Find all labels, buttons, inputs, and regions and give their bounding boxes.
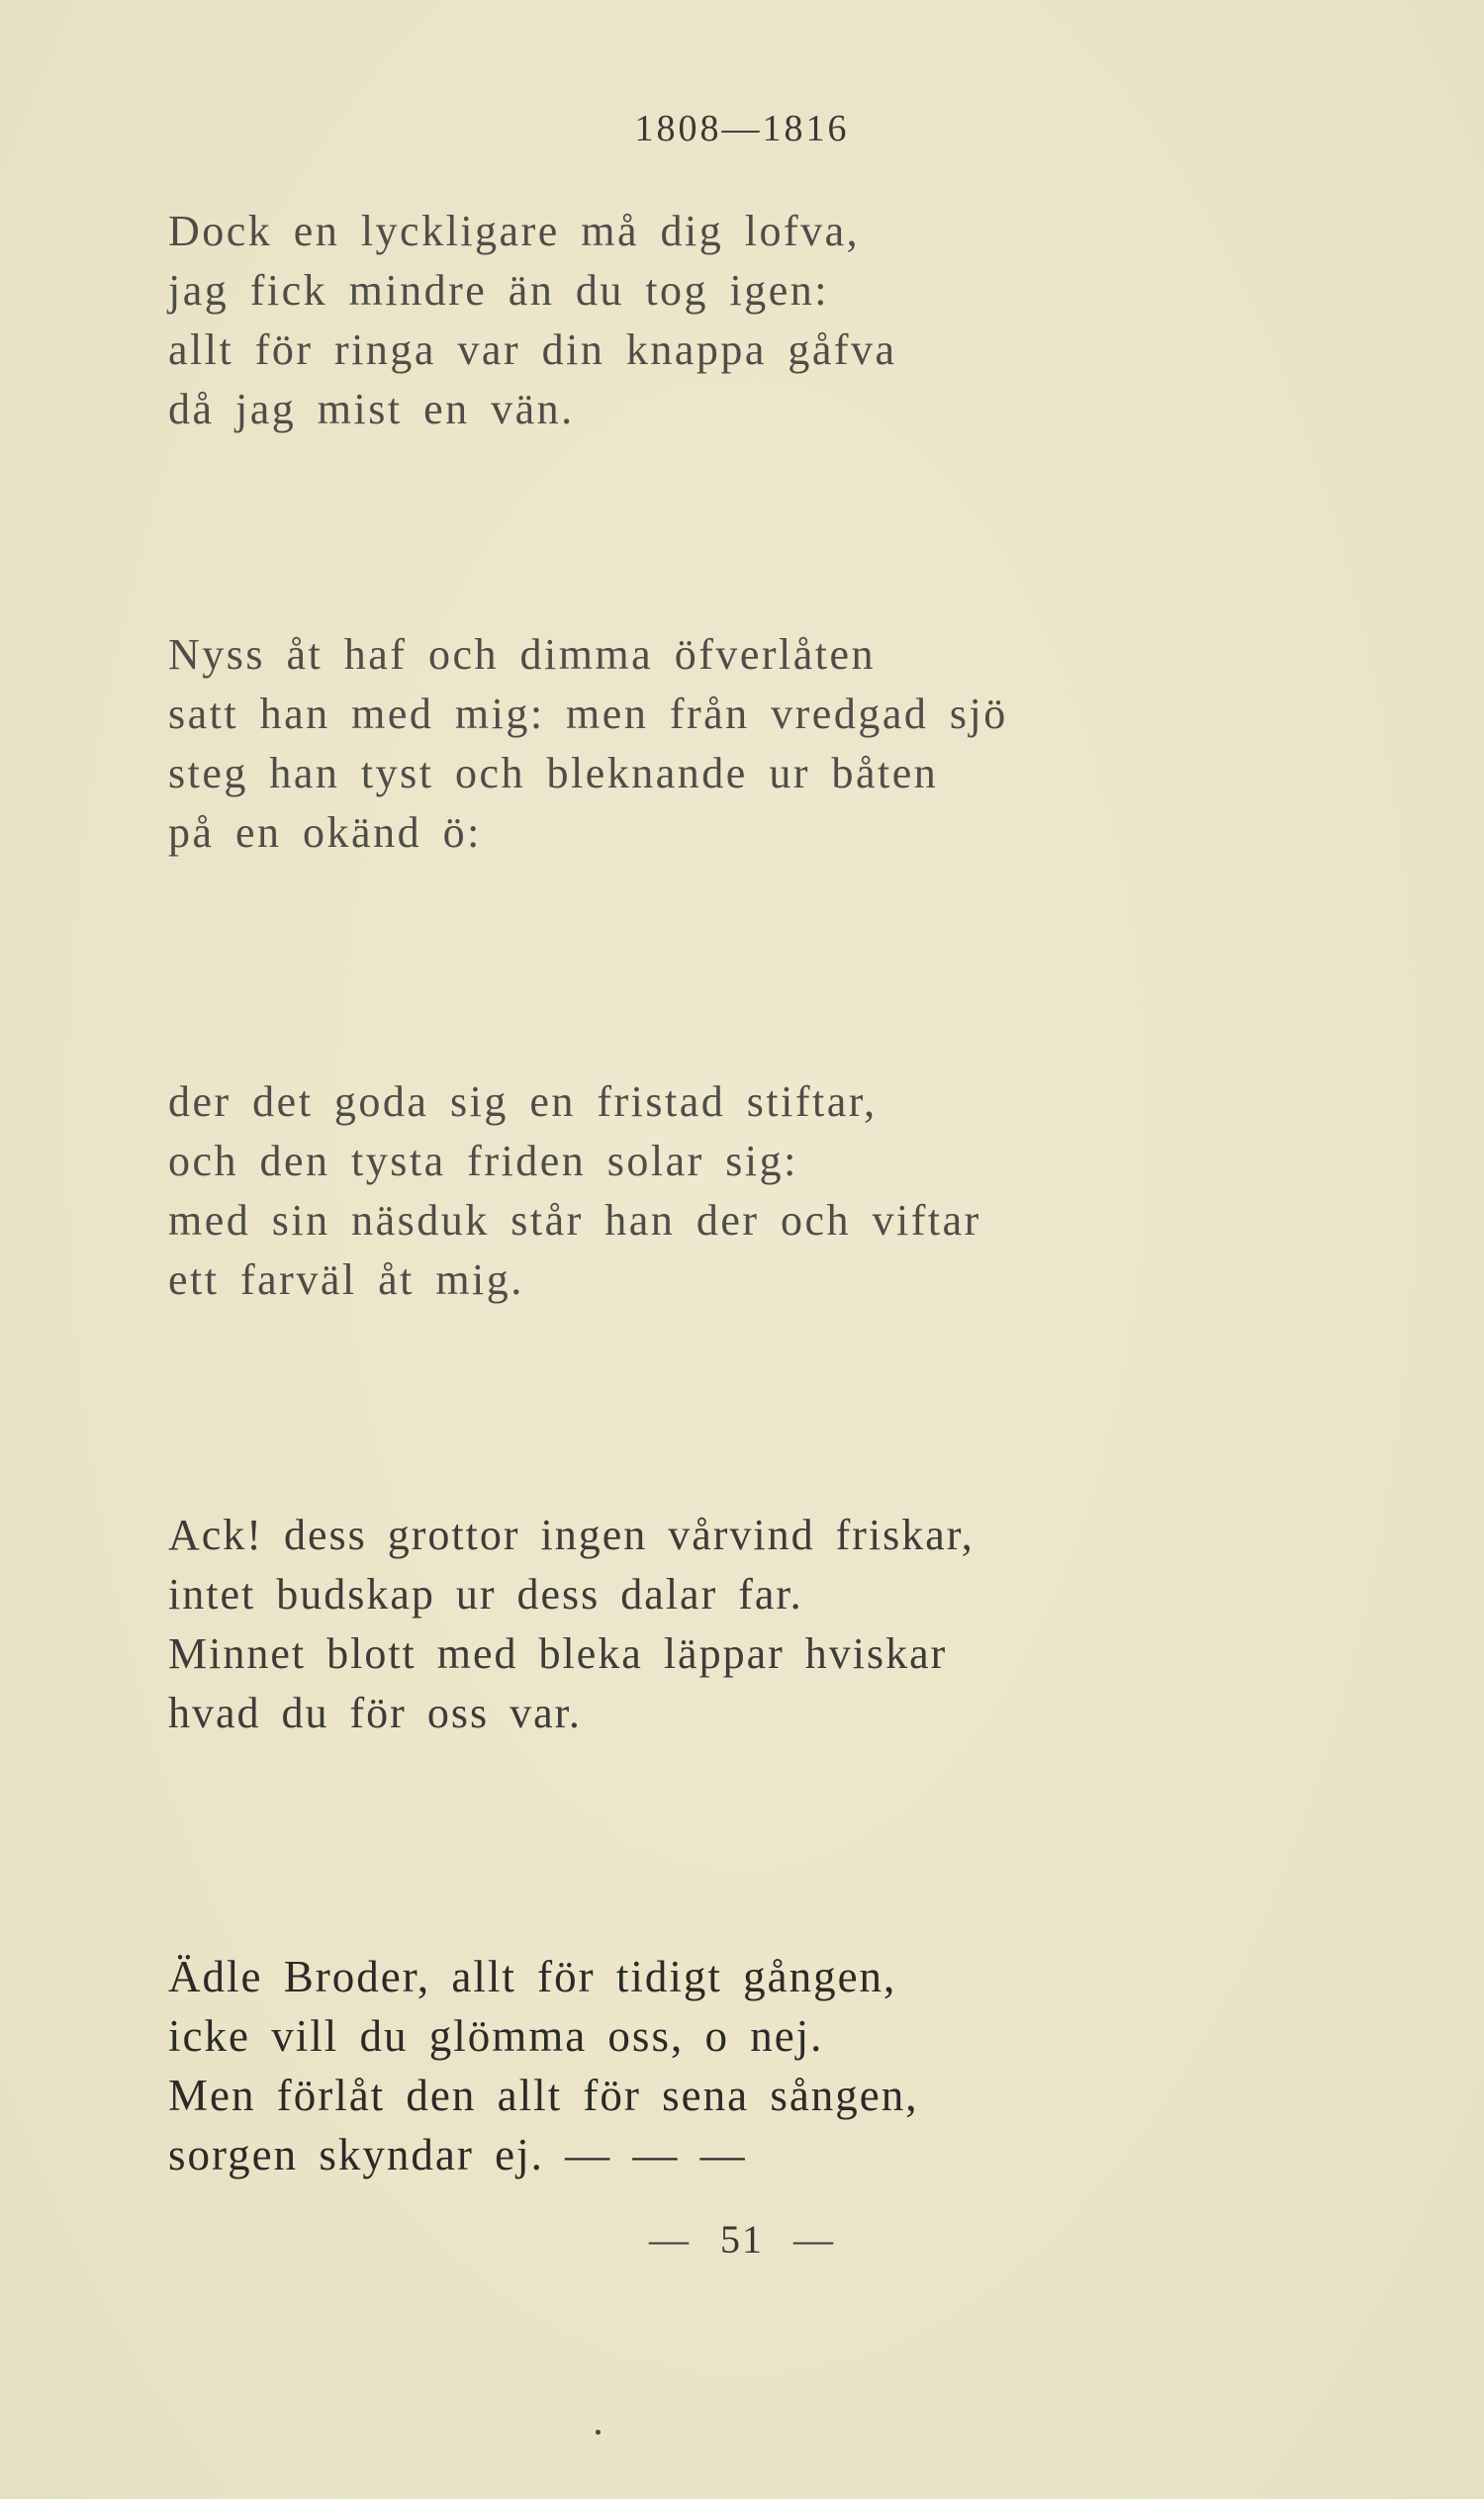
verse-line: hvad du för oss var. [168, 1689, 582, 1737]
running-head: 1808—1816 [634, 108, 850, 149]
verse-line: ett farväl åt mig. [168, 1255, 524, 1304]
verse-line: Ädle Broder, allt för tidigt gången, [168, 1952, 897, 2001]
verse-line: jag fick mindre än du tog igen: [168, 266, 830, 315]
verse-line: icke vill du glömma oss, o nej. [168, 2011, 824, 2061]
stanza-2 [168, 625, 1008, 863]
verse-line: steg han tyst och bleknande ur båten [168, 749, 939, 797]
verse-line: Dock en lyckligare må dig lofva, [168, 207, 861, 255]
verse-line: och den tysta friden solar sig: [168, 1137, 798, 1185]
ink-speck [596, 2430, 601, 2435]
stanza-1 [168, 202, 897, 439]
verse-line: sorgen skyndar ej. — — — [168, 2130, 747, 2179]
verse-line: med sin näsduk står han der och viftar [168, 1196, 981, 1245]
page-number: — 51 — [649, 2217, 835, 2262]
verse-line: Nyss åt haf och dimma öfverlåten [168, 630, 877, 679]
verse-line: satt han med mig: men från vredgad sjö [168, 690, 1008, 738]
verse-line: Men förlåt den allt för sena sången, [168, 2071, 919, 2120]
stanza-5 [168, 1947, 919, 2184]
verse-line: der det goda sig en fristad stiftar, [168, 1077, 878, 1126]
stanza-3 [168, 1072, 981, 1310]
verse-line: Minnet blott med bleka läppar hviskar [168, 1629, 948, 1678]
stanza-4 [168, 1506, 974, 1743]
verse-line: på en okänd ö: [168, 808, 482, 857]
verse-line: allt för ringa var din knappa gåfva [168, 325, 897, 374]
verse-line: Ack! dess grottor ingen vårvind friskar, [168, 1511, 974, 1559]
verse-line: intet budskap ur dess dalar far. [168, 1570, 803, 1619]
verse-line: då jag mist en vän. [168, 385, 575, 433]
